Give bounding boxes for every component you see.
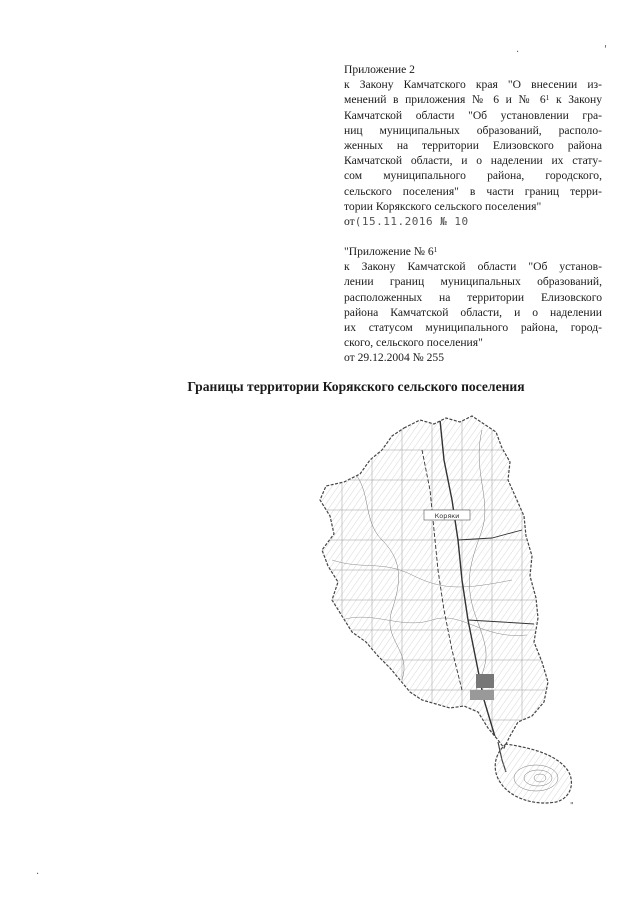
law-ref-line: их статусом муниципального района, город- — [344, 321, 602, 335]
appendix-line-with-sup: менений в приложения № 6 и № $6^1$ к Закону — [344, 93, 602, 107]
map-corner-mark: " — [570, 801, 574, 810]
appendix-line: Камчатской области, и о наделении их стату- — [344, 154, 602, 168]
page-title: Границы территории Корякского сельского поселения — [187, 379, 525, 394]
appendix-line: к Закону Камчатского края "О внесении из- — [344, 78, 602, 92]
law-ref-date: от 29.12.2004 № 255 — [344, 351, 445, 365]
appendix-line: Приложение 2 — [344, 63, 415, 76]
territory-map — [312, 410, 592, 830]
svg-text:Коряки: Коряки — [434, 512, 460, 520]
scan-mark-top: . — [516, 44, 520, 55]
appendix-line: сом муниципального района, городского, — [344, 169, 602, 183]
territory-boundary — [320, 416, 548, 748]
law-ref-line: района Камчатской области, и о наделении — [344, 305, 602, 319]
appendix-line: Камчатской области "Об установлении гра- — [344, 108, 602, 122]
law-ref-line: лении границ муниципальных образований, — [344, 275, 602, 289]
appendix-header — [344, 62, 602, 229]
law-ref-line: к Закону Камчатской области "Об установ- — [344, 260, 602, 274]
appendix-line: тории Корякского сельского поселения" — [344, 199, 542, 213]
scan-mark-bottom-left: . — [36, 866, 40, 877]
law-ref-line: расположенных на территории Елизовского — [344, 290, 602, 304]
appendix-date: от(15.11.2016 № 10 — [344, 215, 469, 229]
appendix-line: женных на территории Елизовского района — [344, 139, 602, 153]
law-ref-heading: "Приложение № $6^1$ — [344, 245, 438, 258]
appendix-line: сельского поселения" в части границ терри- — [344, 184, 602, 198]
appendix-line: ниц муниципальных образований, располо- — [344, 123, 602, 137]
map-drawing — [312, 410, 592, 830]
settlement-koryaki — [424, 510, 470, 520]
date-stamp: (15.11.2016 № 10 — [354, 215, 469, 229]
law-reference — [344, 244, 602, 366]
scan-mark-top-right: ' — [604, 44, 607, 55]
law-ref-line: ского, сельского поселения" — [344, 336, 483, 350]
territory-southern-lobe — [495, 744, 571, 803]
